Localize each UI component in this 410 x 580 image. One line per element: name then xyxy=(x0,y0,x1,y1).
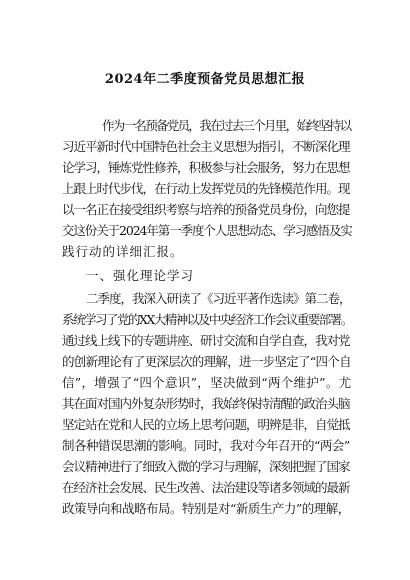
section-heading: 一、强化理论学习 xyxy=(86,268,195,283)
body-line: 通过线上线下的专题讲座、研讨交流和自学自查，我对党 xyxy=(62,333,350,348)
body-line: 制各种错误思潮的影响。同时，我对今年召开的“两会” xyxy=(62,438,350,453)
body-line: 信”，增强了“四个意识”，坚决做到“两个维护”。尤 xyxy=(62,375,352,390)
body-line: 论学习，锤炼党性修养，积极参与社会服务，努力在思想 xyxy=(62,160,350,175)
body-line: 以一名正在接受组织考察与培养的预备党员身份，向您提 xyxy=(62,202,350,217)
body-line: 上跟上时代步伐，在行动上发挥党员的先锋模范作用。现 xyxy=(62,181,350,196)
body-line: 二季度，我深入研读了《习近平著作选读》第二卷， xyxy=(86,291,351,306)
body-line: 其在面对国内外复杂形势时，我始终保持清醒的政治头脑 xyxy=(62,396,350,411)
body-line: 政策导向和战略布局。特别是对“新质生产力”的理解， xyxy=(62,501,350,516)
body-line: 在经济社会发展、民生改善、法治建设等诸多领域的最新 xyxy=(62,480,350,495)
body-line: 作为一名预备党员，我在过去三个月里，始终坚持以 xyxy=(102,118,351,133)
document-title: 2024年二季度预备党员思想汇报 xyxy=(104,72,306,87)
body-line: 系统学习了党的XX大精神以及中央经济工作会议重要部署。 xyxy=(62,312,352,327)
body-line: 习近平新时代中国特色社会主义思想为指引，不断深化理 xyxy=(62,139,350,154)
body-line: 践行动的详细汇报。 xyxy=(62,244,184,259)
body-line: 的创新理论有了更深层次的理解，进一步坚定了“四个自 xyxy=(62,354,351,369)
body-line: 会议精神进行了细致入微的学习与理解，深刻把握了国家 xyxy=(62,459,350,474)
body-line: 交这份关于2024年第一季度个人思想动态、学习感悟及实 xyxy=(62,223,352,238)
body-line: 坚定站在党和人民的立场上思考问题，明辨是非，自觉抵 xyxy=(62,417,350,432)
